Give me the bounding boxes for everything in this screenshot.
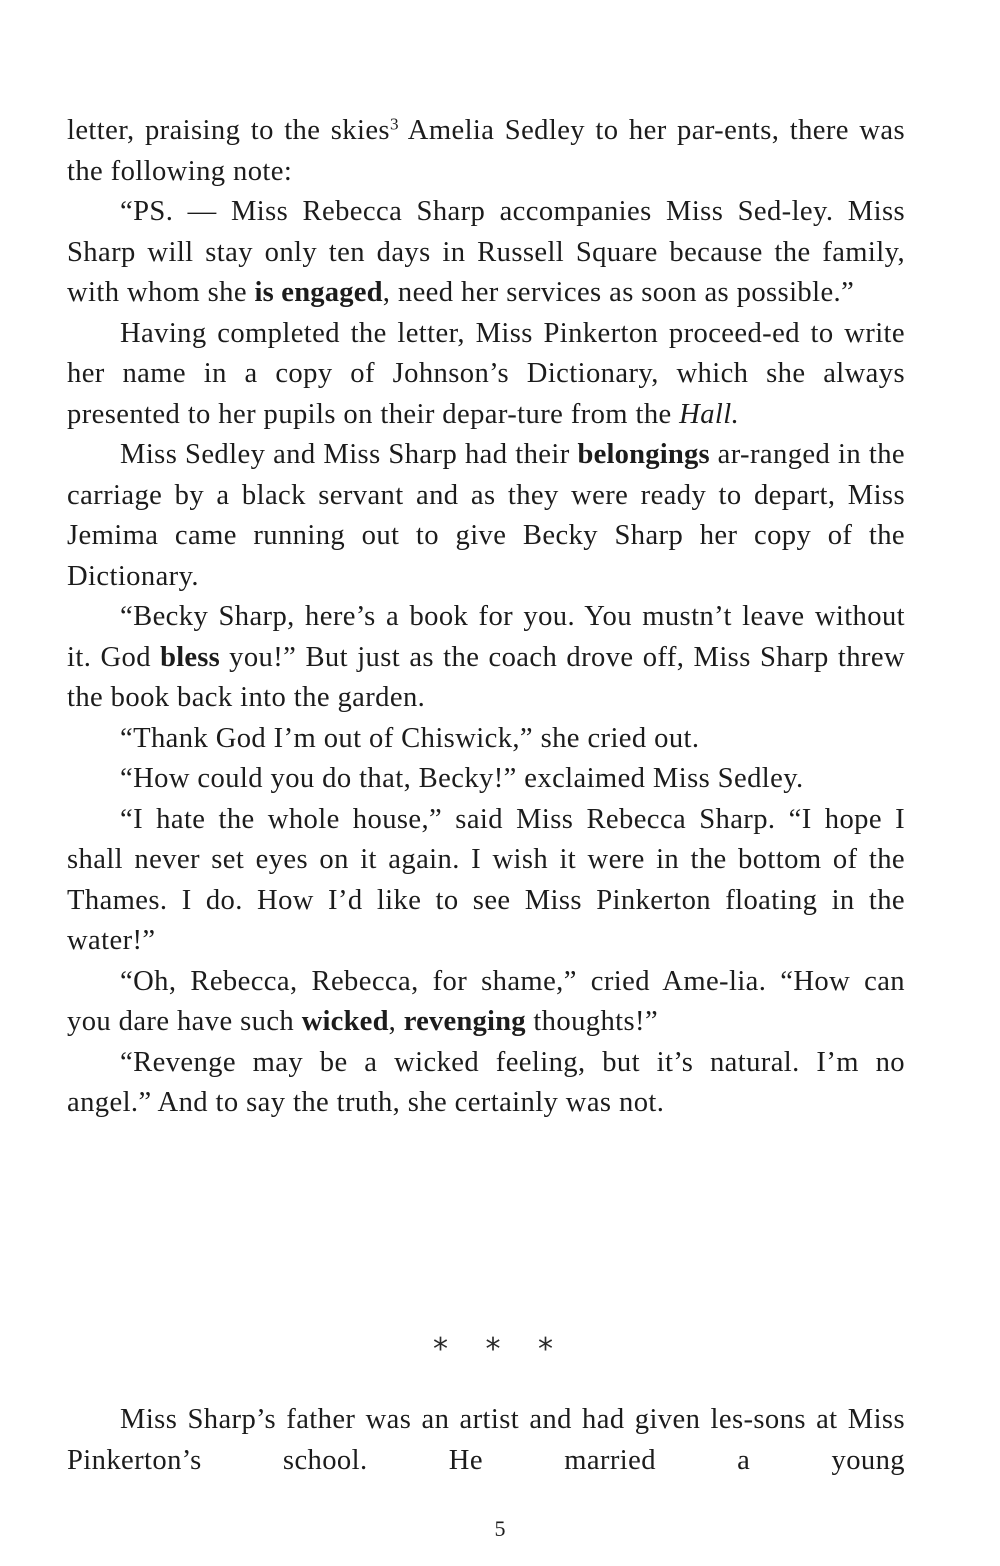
- bold-term: belongings: [577, 439, 710, 470]
- text-run: , need her services as soon as possible.”: [382, 277, 855, 308]
- text-run: Having completed the letter, Miss Pinkerton proceed-ed to write her name in a copy of Johnson’s Dictionary, which she always presented to her pupils on their depar-ture from the: [67, 317, 905, 430]
- text-run: “Thank God I’m out of Chiswick,” she cried out.: [120, 722, 700, 754]
- text-run: “How could you do that, Becky!” exclaimed Miss Sedley.: [120, 763, 804, 794]
- text-run: “Revenge may be a wicked feeling, but it’s natural. I’m no angel.” And to say the truth, she certainly was not.: [67, 1046, 905, 1118]
- text-run: “Becky Sharp, here’s a book for you. You mustn’t leave without it. God: [67, 601, 905, 673]
- paragraph: [67, 597, 905, 719]
- text-run: ,: [388, 1006, 404, 1037]
- text-run: Miss Sedley and Miss Sharp had their: [120, 439, 578, 470]
- paragraph: [67, 192, 905, 314]
- bold-term: bless: [160, 641, 220, 673]
- text-run: “I hate the whole house,” said Miss Rebecca Sharp. “I hope I shall never set eyes on it again. I wish it were in the bottom of the Thames. I do. How I’d like to see Miss Pinkerton floating in the water!”: [67, 803, 905, 956]
- italic-term: Hall.: [679, 398, 740, 430]
- paragraph: [67, 314, 905, 436]
- paragraph: [67, 719, 905, 760]
- footnote-marker: 3: [389, 114, 399, 134]
- text-run: ar-ranged in the carriage by a black servant and as they were ready to depart, Miss Jemima came running out to give Becky Sharp her copy of the Dictionary.: [67, 439, 905, 592]
- paragraph: [67, 800, 905, 962]
- bold-term: revenging: [403, 1006, 526, 1037]
- text-run: letter, praising to the skies: [67, 115, 390, 146]
- paragraph: [67, 962, 905, 1043]
- text-run: “Oh, Rebecca, Rebecca, for shame,” cried Ame-lia. “How can you dare have such: [67, 965, 905, 1037]
- page-number: 5: [494, 1516, 506, 1541]
- closing-paragraph: Miss Sharp’s father was an artist and had given les-sons at Miss Pinkerton’s school. He married a young: [67, 1404, 905, 1476]
- main-text: [67, 111, 905, 1124]
- text-run: you!” But just as the coach drove off, Miss Sharp threw the book back into the garden.: [67, 641, 905, 713]
- section-separator: * * *: [432, 1332, 568, 1367]
- continuation-text: [67, 1400, 905, 1481]
- bold-term: wicked: [301, 1006, 389, 1037]
- text-run: “PS. — Miss Rebecca Sharp accompanies Miss Sed-ley. Miss Sharp will stay only ten days in Russell Square because the family, with whom she: [67, 196, 905, 308]
- text-run: thoughts!”: [525, 1006, 659, 1037]
- paragraph: [67, 111, 905, 192]
- paragraph: [67, 435, 905, 597]
- bold-term: is engaged: [254, 277, 383, 308]
- paragraph: [67, 759, 905, 800]
- paragraph: [67, 1043, 905, 1124]
- text-run: Amelia Sedley to her par-ents, there was the following note:: [67, 115, 905, 187]
